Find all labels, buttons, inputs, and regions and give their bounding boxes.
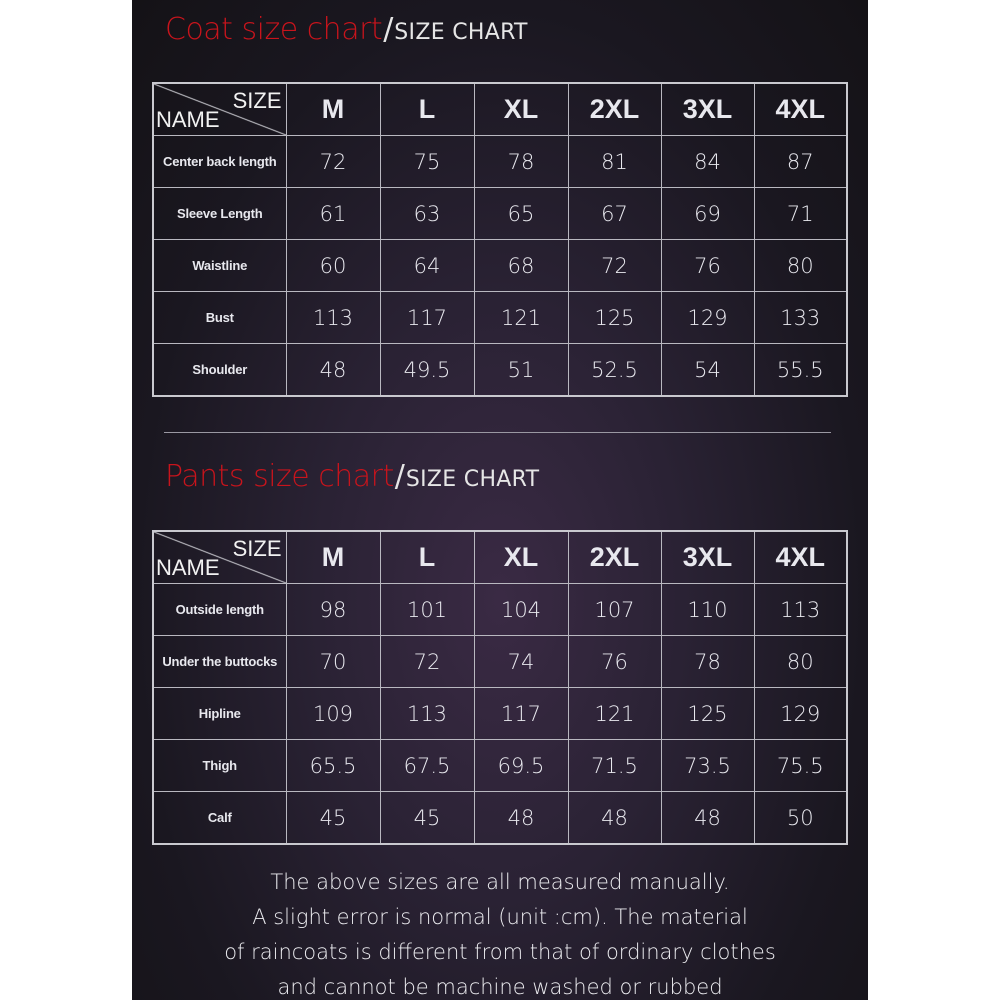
table-cell: 69.5 xyxy=(474,740,568,792)
table-cell: 110 xyxy=(661,584,754,636)
table-cell: 104 xyxy=(474,584,568,636)
coat-row-label: Waistline xyxy=(153,240,286,292)
coat-size-header: M xyxy=(286,83,380,136)
table-cell: 78 xyxy=(661,636,754,688)
table-cell: 101 xyxy=(380,584,474,636)
pants-size-table xyxy=(152,530,848,845)
table-cell: 80 xyxy=(754,240,847,292)
pants-size-header: L xyxy=(380,531,474,584)
coat-size-table xyxy=(152,82,848,397)
table-cell: 50 xyxy=(754,792,847,845)
pants-corner-size-label: SIZE xyxy=(232,536,282,561)
table-cell: 45 xyxy=(286,792,380,845)
pants-header-row xyxy=(153,531,847,584)
pants-title-subtitle: SIZE CHART xyxy=(405,467,540,492)
table-cell: 84 xyxy=(661,136,754,188)
table-cell: 72 xyxy=(286,136,380,188)
table-cell: 64 xyxy=(380,240,474,292)
table-cell: 74 xyxy=(474,636,568,688)
table-row xyxy=(153,584,847,636)
table-cell: 68 xyxy=(474,240,568,292)
coat-size-header: XL xyxy=(474,83,568,136)
table-cell: 48 xyxy=(661,792,754,845)
pants-row-label: Calf xyxy=(153,792,286,845)
table-cell: 76 xyxy=(661,240,754,292)
table-cell: 63 xyxy=(380,188,474,240)
coat-row-label: Shoulder xyxy=(153,344,286,397)
pants-size-header: 3XL xyxy=(661,531,754,584)
measurement-note xyxy=(132,865,868,1000)
coat-size-header: L xyxy=(380,83,474,136)
table-cell: 72 xyxy=(568,240,661,292)
table-cell: 98 xyxy=(286,584,380,636)
table-cell: 121 xyxy=(474,292,568,344)
coat-title: Coat size chart xyxy=(165,12,383,47)
table-cell: 48 xyxy=(474,792,568,845)
table-cell: 113 xyxy=(380,688,474,740)
pants-row-label: Thigh xyxy=(153,740,286,792)
table-cell: 125 xyxy=(568,292,661,344)
pants-row-label: Hipline xyxy=(153,688,286,740)
table-cell: 60 xyxy=(286,240,380,292)
table-cell: 65 xyxy=(474,188,568,240)
table-cell: 70 xyxy=(286,636,380,688)
coat-size-header: 2XL xyxy=(568,83,661,136)
pants-row-label: Under the buttocks xyxy=(153,636,286,688)
coat-corner-size-label: SIZE xyxy=(232,88,282,113)
pants-corner-cell xyxy=(153,531,286,584)
coat-row-label: Bust xyxy=(153,292,286,344)
coat-header-row xyxy=(153,83,847,136)
table-cell: 117 xyxy=(474,688,568,740)
table-cell: 75.5 xyxy=(754,740,847,792)
table-row xyxy=(153,292,847,344)
pants-title-slash: / xyxy=(394,459,405,494)
coat-title-slash: / xyxy=(383,12,394,47)
table-row xyxy=(153,240,847,292)
note-line: and cannot be machine washed or rubbed xyxy=(277,975,723,999)
table-row xyxy=(153,792,847,845)
note-line: A slight error is normal (unit :cm). The material xyxy=(252,905,748,929)
table-cell: 107 xyxy=(568,584,661,636)
size-chart-panel xyxy=(132,0,868,1000)
pants-size-header: M xyxy=(286,531,380,584)
table-cell: 129 xyxy=(661,292,754,344)
table-cell: 65.5 xyxy=(286,740,380,792)
table-cell: 76 xyxy=(568,636,661,688)
table-cell: 133 xyxy=(754,292,847,344)
pants-size-header: 4XL xyxy=(754,531,847,584)
table-cell: 67 xyxy=(568,188,661,240)
table-cell: 81 xyxy=(568,136,661,188)
table-cell: 48 xyxy=(286,344,380,397)
table-row xyxy=(153,136,847,188)
table-cell: 73.5 xyxy=(661,740,754,792)
table-row xyxy=(153,344,847,397)
coat-title-subtitle: SIZE CHART xyxy=(394,20,528,45)
table-row xyxy=(153,740,847,792)
table-cell: 67.5 xyxy=(380,740,474,792)
coat-row-label: Sleeve Length xyxy=(153,188,286,240)
pants-corner-name-label: NAME xyxy=(156,555,220,580)
table-cell: 69 xyxy=(661,188,754,240)
coat-size-header: 4XL xyxy=(754,83,847,136)
table-cell: 78 xyxy=(474,136,568,188)
pants-size-header: 2XL xyxy=(568,531,661,584)
coat-corner-name-label: NAME xyxy=(156,107,220,132)
table-cell: 61 xyxy=(286,188,380,240)
table-cell: 55.5 xyxy=(754,344,847,397)
table-cell: 125 xyxy=(661,688,754,740)
coat-size-chart-heading xyxy=(165,12,528,47)
coat-corner-cell xyxy=(153,83,286,136)
table-cell: 113 xyxy=(754,584,847,636)
table-row xyxy=(153,188,847,240)
table-cell: 51 xyxy=(474,344,568,397)
table-cell: 75 xyxy=(380,136,474,188)
table-cell: 72 xyxy=(380,636,474,688)
table-row xyxy=(153,636,847,688)
note-line: of raincoats is different from that of ordinary clothes xyxy=(224,940,776,964)
table-cell: 80 xyxy=(754,636,847,688)
table-cell: 117 xyxy=(380,292,474,344)
table-cell: 71.5 xyxy=(568,740,661,792)
table-cell: 52.5 xyxy=(568,344,661,397)
table-cell: 49.5 xyxy=(380,344,474,397)
coat-row-label: Center back length xyxy=(153,136,286,188)
pants-title: Pants size chart xyxy=(165,459,394,494)
table-cell: 48 xyxy=(568,792,661,845)
table-cell: 45 xyxy=(380,792,474,845)
table-cell: 121 xyxy=(568,688,661,740)
table-cell: 87 xyxy=(754,136,847,188)
table-cell: 54 xyxy=(661,344,754,397)
coat-size-header: 3XL xyxy=(661,83,754,136)
pants-size-chart-heading xyxy=(165,459,539,494)
pants-size-header: XL xyxy=(474,531,568,584)
table-cell: 129 xyxy=(754,688,847,740)
table-cell: 109 xyxy=(286,688,380,740)
table-cell: 113 xyxy=(286,292,380,344)
section-divider xyxy=(164,432,831,433)
pants-row-label: Outside length xyxy=(153,584,286,636)
table-cell: 71 xyxy=(754,188,847,240)
table-row xyxy=(153,688,847,740)
note-line: The above sizes are all measured manually. xyxy=(270,870,730,894)
